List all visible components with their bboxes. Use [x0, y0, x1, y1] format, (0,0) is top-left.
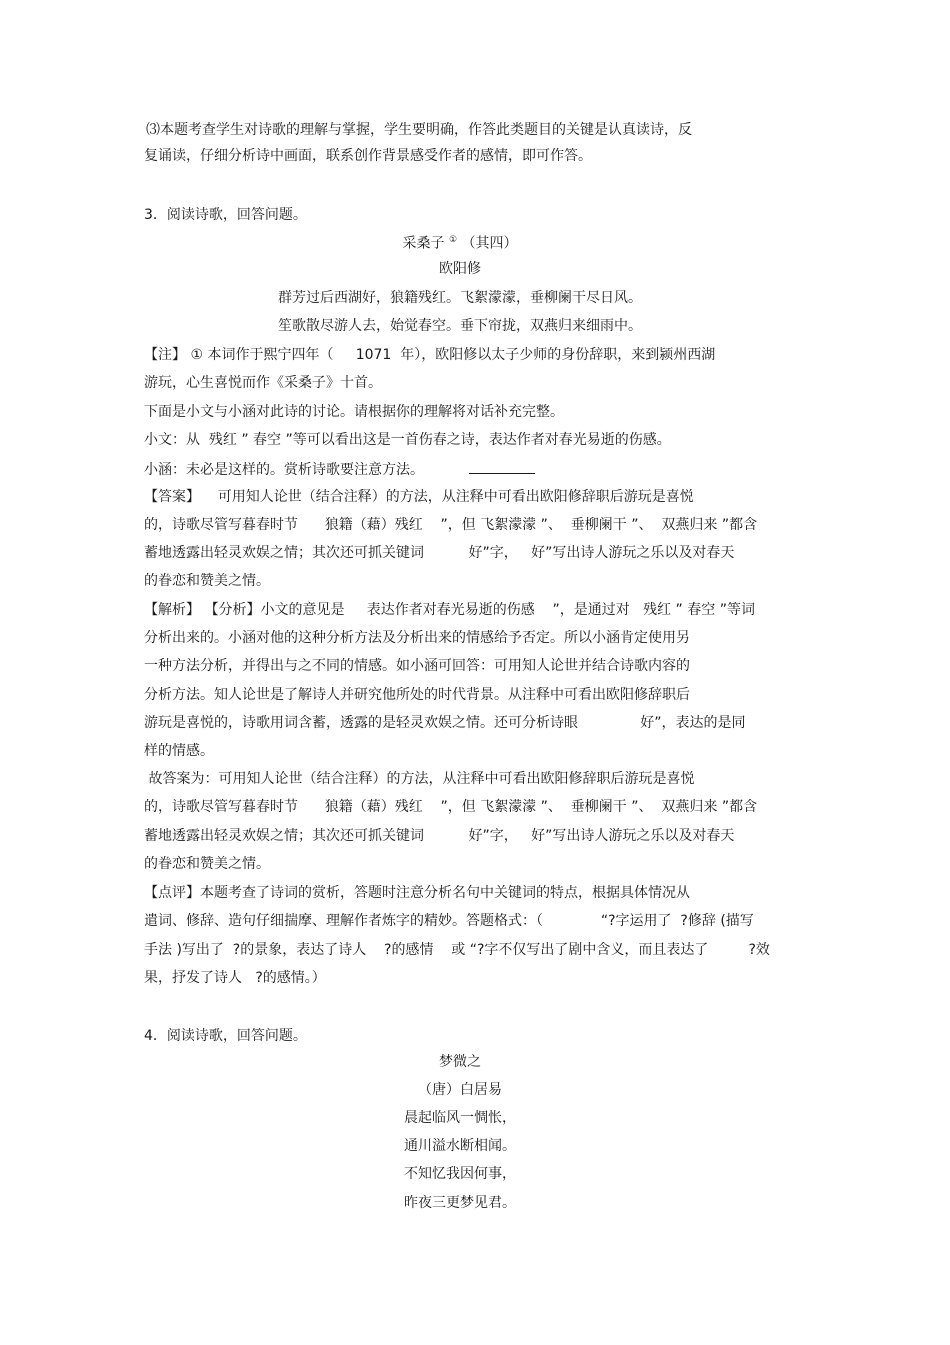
q3-note-line-1: 【注】 ① 本词作于熙宁四年（ 1071 年），欧阳修以太子少师的身份辞职，来到颍州西湖	[144, 347, 716, 363]
q3-comment-line-3: 手法 )写出了 ?的景象，表达了诗人 ?的感情 或 “?字不仅写出了剧中含义，而且表达了 ?效	[144, 942, 770, 958]
q3-analysis-line-6: 样的情感。	[144, 743, 214, 759]
q3-answer-line-2: 的，诗歌尽管写暮春时节 狼籍（藉）残红 ”，但 飞絮濛濛 ”、 垂柳阑干 ”、 双燕归来 ”都含	[144, 517, 758, 533]
intro-line-2: 复诵读，仔细分析诗中画面，联系创作背景感受作者的感情，即可作答。	[144, 148, 592, 164]
q4-poem-line-1: 晨起临风一惆怅，	[404, 1110, 516, 1126]
q3-prompt: 下面是小文与小涵对此诗的讨论。请根据你的理解将对话补充完整。	[144, 404, 564, 420]
q3-analysis-line-1: 【解析】 【分析】小文的意见是 表达作者对春光易逝的伤感 ”，是通过对 残红 ” 春空 ”等词	[144, 602, 755, 618]
q3-author: 欧阳修	[439, 261, 481, 277]
q3-analysis-line-2: 分析出来的。小涵对他的这种分析方法及分析出来的情感给予否定。所以小涵肯定使用另	[144, 630, 690, 646]
q3-xiaowen-line: 小文：从 残红 ” 春空 ”等可以看出这是一首伤春之诗，表达作者对春光易逝的伤感。	[144, 432, 671, 448]
q3-title-footnote-mark: ①	[448, 235, 458, 245]
q3-comment-line-1: 【点评】本题考查了诗词的赏析，答题时注意分析名句中关键词的特点，根据具体情况从	[144, 885, 690, 901]
q3-final-answer-line-1: 故答案为：可用知人论世（结合注释）的方法，从注释中可看出欧阳修辞职后游玩是喜悦	[144, 771, 695, 787]
q3-xiaohan-line	[144, 459, 535, 480]
q3-title-text: 采桑子	[402, 235, 445, 252]
q3-title-suffix: （其四）	[461, 235, 518, 252]
q3-final-answer-line-2: 的，诗歌尽管写暮春时节 狼籍（藉）残红 ”，但 飞絮濛濛 ”、 垂柳阑干 ”、 双燕归来 ”都含	[144, 799, 758, 815]
q4-title: 梦微之	[439, 1054, 481, 1070]
q3-analysis-line-4: 分析方法。知人论世是了解诗人并研究他所处的时代背景。从注释中可看出欧阳修辞职后	[144, 687, 690, 703]
q3-answer-line-3: 蓄地透露出轻灵欢娱之情；其次还可抓关键词 好”字， 好”写出诗人游玩之乐以及对春天	[144, 545, 735, 561]
q4-author: （唐）白居易	[418, 1082, 502, 1098]
intro-line-1: ⑶本题考查学生对诗歌的理解与掌握，学生要明确，作答此类题目的关键是认真读诗，反	[146, 122, 692, 138]
q4-poem-line-2: 通川溢水断相闻。	[404, 1138, 516, 1154]
q3-comment-line-2: 遣词、修辞、造句仔细揣摩、理解作者炼字的精妙。答题格式：（ “?字运用了 ?修辞 (描写	[144, 913, 754, 929]
q3-answer-line-1: 【答案】 可用知人论世（结合注释）的方法，从注释中可看出欧阳修辞职后游玩是喜悦	[144, 489, 694, 505]
q3-title	[0, 230, 920, 254]
q3-note-line-2: 游玩，心生喜悦而作《采桑子》十首。	[144, 375, 382, 391]
q3-analysis-line-5: 游玩是喜悦的，诗歌用词含蓄，透露的是轻灵欢娱之情。还可分析诗眼 好”，表达的是同	[144, 715, 746, 731]
q3-poem-line-2: 笙歌散尽游人去，始觉春空。垂下帘拢，双燕归来细雨中。	[278, 318, 642, 334]
q3-xiaohan-text: 小涵：未必是这样的。赏析诗歌要注意方法。	[144, 462, 424, 478]
answer-blank	[469, 459, 535, 474]
q4-heading: 4．阅读诗歌，回答问题。	[144, 1028, 307, 1044]
q3-poem-line-1: 群芳过后西湖好，狼籍残红。飞絮濛濛，垂柳阑干尽日风。	[278, 290, 642, 306]
q4-poem-line-4: 昨夜三更梦见君。	[404, 1195, 516, 1211]
q3-heading: 3．阅读诗歌，回答问题。	[144, 207, 307, 223]
q4-poem-line-3: 不知忆我因何事，	[404, 1166, 516, 1182]
q3-final-answer-line-4: 的眷恋和赞美之情。	[144, 856, 270, 872]
q3-final-answer-line-3: 蓄地透露出轻灵欢娱之情；其次还可抓关键词 好”字， 好”写出诗人游玩之乐以及对春天	[144, 828, 735, 844]
q3-analysis-line-3: 一种方法分析，并得出与之不同的情感。如小涵可回答：可用知人论世并结合诗歌内容的	[144, 658, 690, 674]
q3-answer-line-4: 的眷恋和赞美之情。	[144, 573, 270, 589]
q3-comment-line-4: 果，抒发了诗人 ?的感情。）	[144, 970, 326, 986]
